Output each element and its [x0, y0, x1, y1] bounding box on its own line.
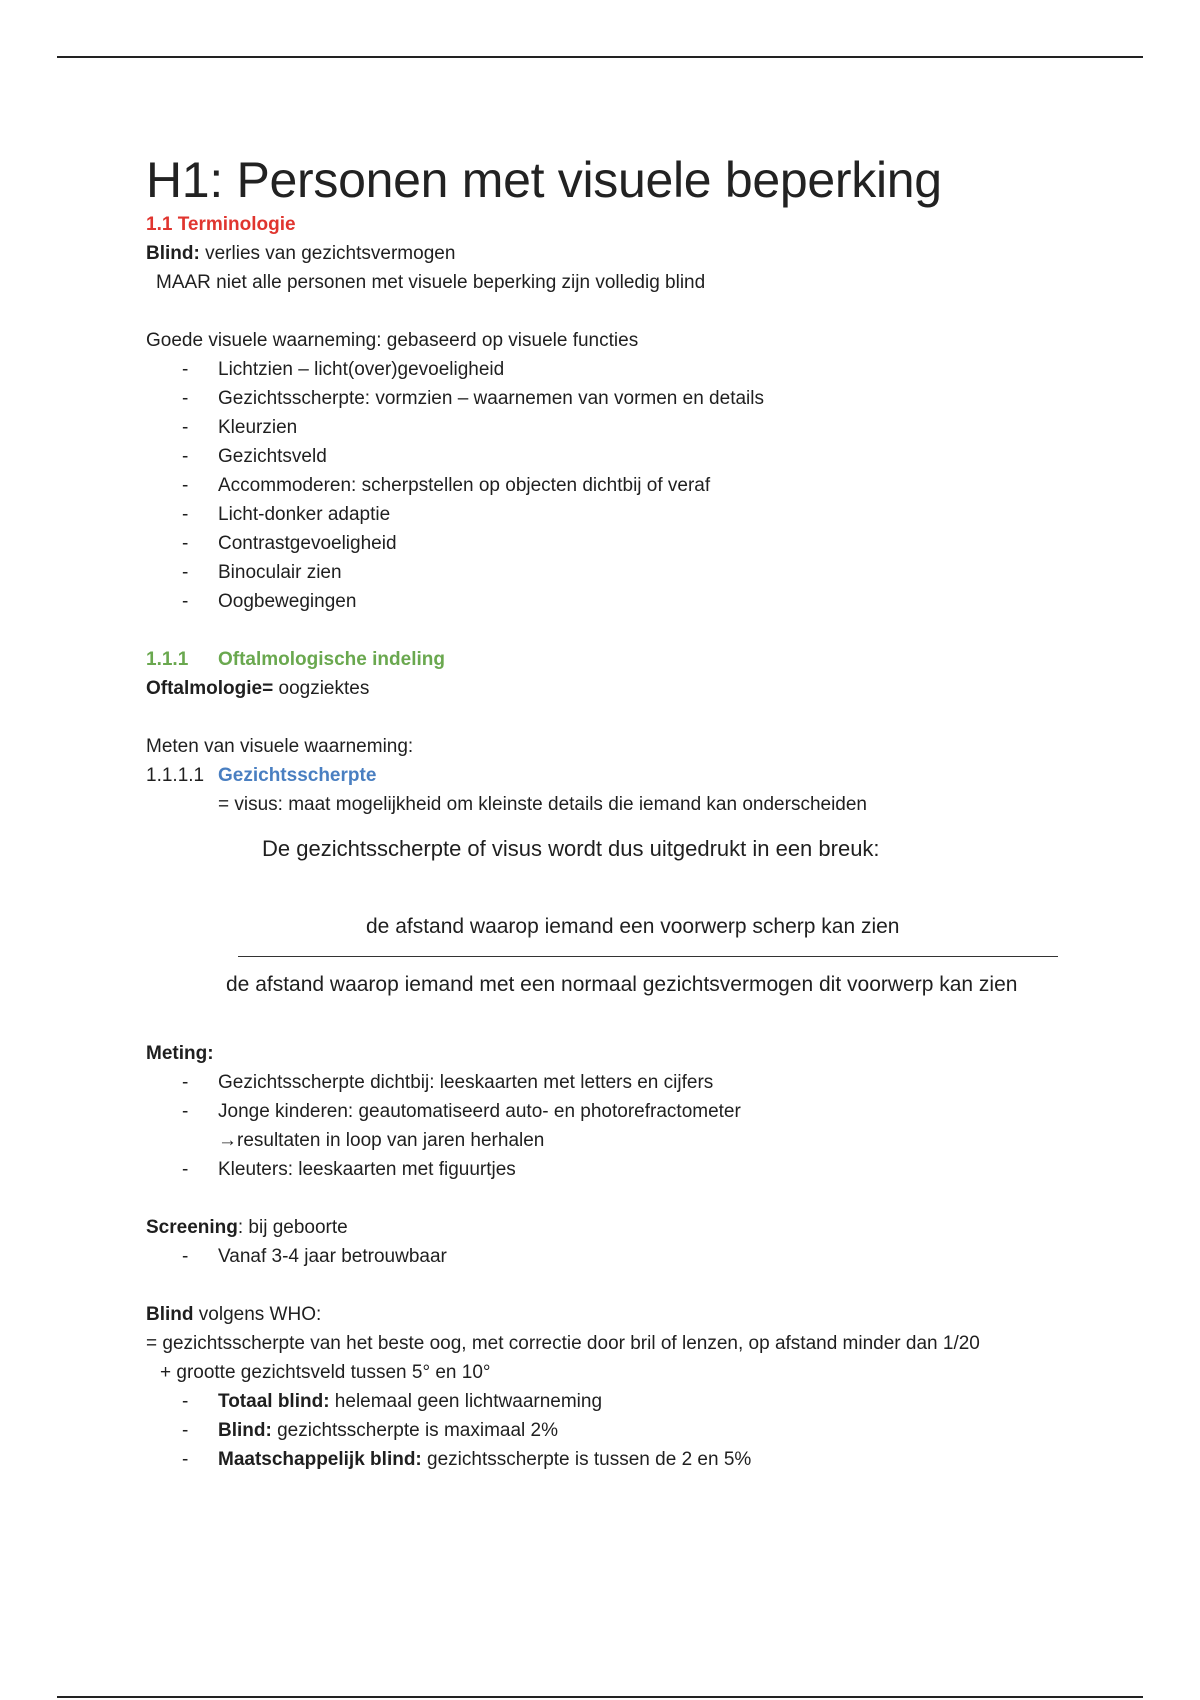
section-number: 1.1.1.1 — [146, 765, 205, 786]
who-line-2: + grootte gezichtsveld tussen 5° en 10° — [160, 1362, 491, 1383]
functions-intro: Goede visuele waarneming: gebaseerd op visuele functies — [146, 330, 639, 351]
who-line-1: = gezichtsscherpte van het beste oog, met correctie door bril of lenzen, op afstand minder dan 1/20 — [146, 1333, 980, 1354]
list-item: - Licht-donker adaptie — [146, 500, 1106, 529]
fraction-numerator: de afstand waarop iemand een voorwerp scherp kan zien — [366, 915, 900, 938]
section-title: Gezichtsscherpte — [218, 765, 377, 786]
fraction-intro: De gezichtsscherpte of visus wordt dus uitgedrukt in een breuk: — [262, 836, 880, 861]
who-term: Blind — [146, 1304, 194, 1325]
bottom-rule — [57, 1696, 1143, 1698]
screening-list — [146, 1242, 1106, 1271]
item-term: Maatschappelijk blind: — [218, 1449, 422, 1470]
blind-note: MAAR niet alle personen met visuele beperking zijn volledig blind — [156, 272, 706, 293]
item-text: gezichtsscherpte is tussen de 2 en 5% — [421, 1449, 752, 1470]
blind-text: verlies van gezichtsvermogen — [199, 243, 456, 264]
page-title: H1: Personen met visuele beperking — [146, 152, 942, 208]
visus-fraction — [146, 865, 1106, 1015]
screening-text: : bij geboorte — [237, 1217, 348, 1238]
who-text: volgens WHO: — [193, 1304, 322, 1325]
list-item: - Lichtzien – licht(over)gevoeligheid — [146, 355, 1106, 384]
list-item: - Oogbewegingen — [146, 587, 1106, 616]
blind-term: Blind: — [146, 243, 200, 264]
item-text: helemaal geen lichtwaarneming — [329, 1391, 603, 1412]
oftalmologie-term: Oftalmologie= — [146, 678, 274, 699]
list-item: - Gezichtsscherpte: vormzien – waarnemen van vormen en details — [146, 384, 1106, 413]
document-page — [146, 150, 1106, 1474]
visual-functions-list — [146, 355, 1106, 616]
meting-label: Meting: — [146, 1043, 214, 1064]
meting-list-continued — [146, 1155, 1106, 1184]
who-heading — [146, 1300, 1106, 1329]
meting-list — [146, 1068, 1106, 1126]
list-item: - Binoculair zien — [146, 558, 1106, 587]
screening-term: Screening — [146, 1217, 238, 1238]
visus-definition: = visus: maat mogelijkheid om kleinste details die iemand kan onderscheiden — [218, 794, 867, 815]
meting-sub-note: →resultaten in loop van jaren herhalen — [218, 1130, 545, 1151]
who-list — [146, 1387, 1106, 1474]
item-term: Totaal blind: — [218, 1391, 330, 1412]
section-number: 1.1.1 — [146, 649, 189, 670]
list-item: - Gezichtsscherpte dichtbij: leeskaarten met letters en cijfers — [146, 1068, 1106, 1097]
section-heading-1-1-1-1 — [146, 761, 1106, 790]
blind-definition — [146, 239, 1106, 268]
list-item: - Contrastgevoeligheid — [146, 529, 1106, 558]
list-item — [146, 1445, 1106, 1474]
oftalmologie-definition — [146, 674, 1106, 703]
list-item: - Vanaf 3-4 jaar betrouwbaar — [146, 1242, 1106, 1271]
list-item: - Jonge kinderen: geautomatiseerd auto- en photorefractometer — [146, 1097, 1106, 1126]
list-item: - Kleuters: leeskaarten met figuurtjes — [146, 1155, 1106, 1184]
section-heading-1-1-1 — [146, 645, 1106, 674]
list-item — [146, 1416, 1106, 1445]
list-item: - Kleurzien — [146, 413, 1106, 442]
list-item: - Gezichtsveld — [146, 442, 1106, 471]
fraction-denominator: de afstand waarop iemand met een normaal gezichtsvermogen dit voorwerp kan zien — [226, 973, 1018, 996]
list-item — [146, 1387, 1106, 1416]
meten-intro: Meten van visuele waarneming: — [146, 736, 414, 757]
item-term: Blind: — [218, 1420, 272, 1441]
oftalmologie-text: oogziektes — [273, 678, 370, 699]
screening-line — [146, 1213, 1106, 1242]
section-title: Oftalmologische indeling — [218, 649, 445, 670]
item-text: gezichtsscherpte is maximaal 2% — [271, 1420, 558, 1441]
section-heading-1-1: 1.1 Terminologie — [146, 214, 296, 235]
top-rule — [57, 56, 1143, 58]
list-item: - Accommoderen: scherpstellen op objecten dichtbij of veraf — [146, 471, 1106, 500]
fraction-bar — [238, 956, 1058, 957]
